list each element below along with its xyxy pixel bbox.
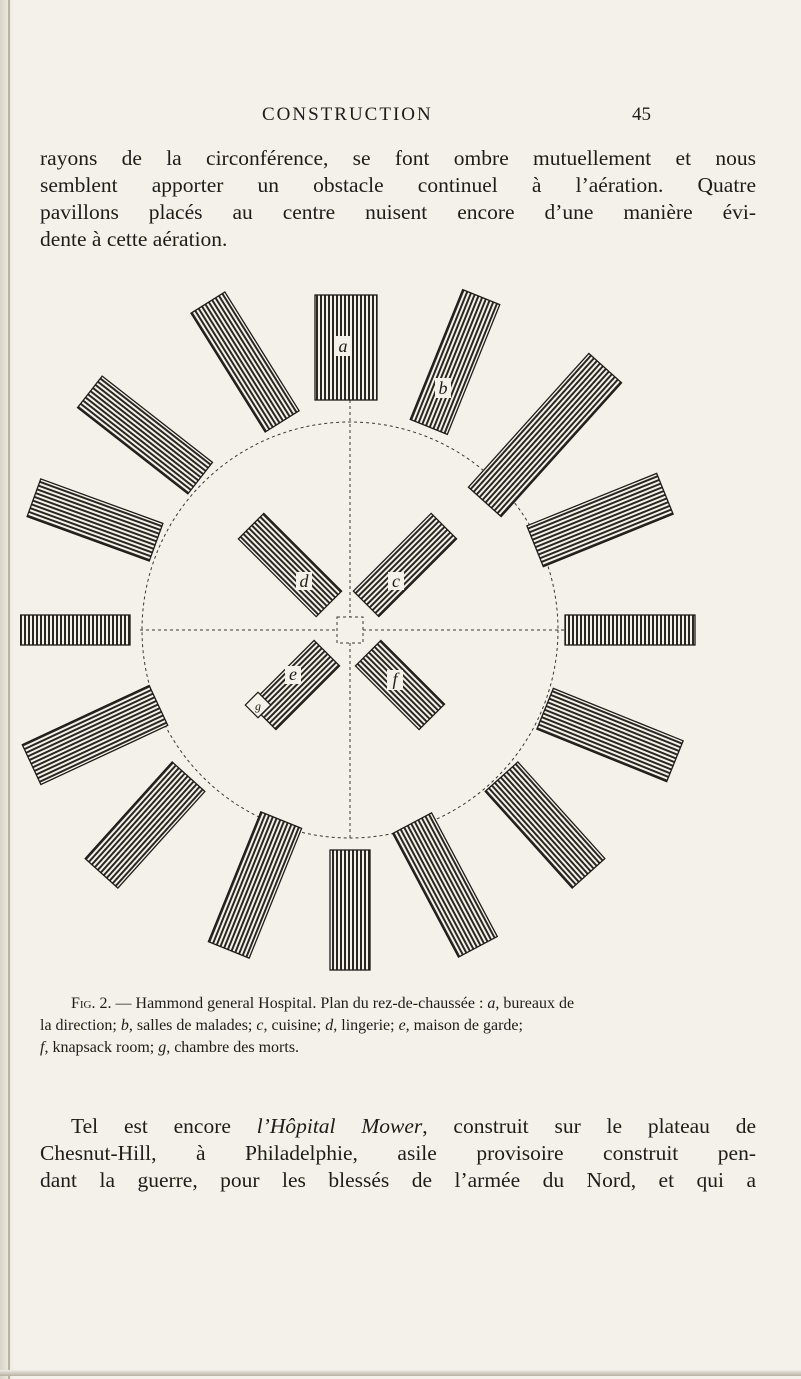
caption-line-2-start: la direction;	[40, 1017, 121, 1034]
paragraph-2-line-1-after: , construit sur le plateau de	[422, 1114, 756, 1138]
page-binding-edge	[0, 0, 14, 1379]
caption-c-letter: c	[256, 1017, 264, 1034]
pavilion-west	[20, 615, 130, 645]
paragraph-1-line-1: rayons de la circonférence, se font ombre mutuellement et nous	[40, 146, 756, 170]
paragraph-2-line-1-before: Tel est encore	[71, 1114, 257, 1138]
paragraph-1	[40, 145, 756, 253]
page-binding-line	[8, 0, 10, 1379]
pavilion-ne	[468, 353, 621, 516]
label-g: g	[255, 699, 261, 713]
paragraph-2-line-1	[40, 1113, 756, 1140]
pavilion-nnw	[191, 292, 299, 432]
running-title: CONSTRUCTION	[262, 104, 433, 125]
pavilion-sse	[393, 813, 498, 957]
caption-fig-label: Fig. 2.	[71, 995, 112, 1012]
central-crossing	[337, 617, 363, 643]
outer-pavilions	[20, 290, 695, 970]
caption-line-2	[40, 1015, 756, 1037]
label-d: d	[299, 571, 309, 591]
paragraph-2-line-3: dant la guerre, pour les blessés de l’armée du Nord, et qui a	[40, 1168, 756, 1192]
paragraph-1-line-3: pavillons placés au centre nuisent encore d’une manière évi-	[40, 200, 756, 224]
paragraph-1-line-2: semblent apporter un obstacle continuel à l’aération. Quatre	[40, 173, 756, 197]
hospital-plan-figure	[20, 280, 720, 980]
caption-g-text: , chambre des morts.	[166, 1039, 300, 1056]
caption-a-text: , bureaux de	[495, 995, 575, 1012]
label-a: a	[338, 336, 348, 356]
pavilion-wnw	[27, 479, 163, 561]
pavilion-ssw	[208, 812, 301, 958]
caption-f-text: , knapsack room;	[44, 1039, 159, 1056]
figure-caption	[40, 993, 756, 1059]
label-e: e	[289, 664, 297, 684]
caption-c-text: , cuisine;	[263, 1017, 326, 1034]
caption-e-text: , maison de garde;	[405, 1017, 523, 1034]
caption-f-letter: f	[40, 1039, 45, 1056]
running-head	[0, 104, 801, 134]
pavilion-b	[410, 290, 500, 435]
paragraph-2	[40, 1113, 756, 1194]
central-pavilions	[238, 513, 456, 729]
paragraph-2-line-2: Chesnut-Hill, à Philadelphie, asile provisoire construit pen-	[40, 1141, 756, 1165]
pavilion-ene	[527, 473, 673, 566]
caption-d-letter: d	[325, 1017, 334, 1034]
pavilion-wsw	[22, 685, 167, 784]
pavilion-se	[485, 762, 605, 888]
page-bottom-edge	[0, 1370, 801, 1376]
caption-d-text: , lingerie;	[333, 1017, 399, 1034]
label-c: c	[392, 571, 400, 591]
pavilion-south	[330, 850, 370, 970]
hospital-name: l’Hôpital Mower	[256, 1114, 423, 1138]
label-f: f	[392, 669, 398, 689]
pavilion-sw	[85, 762, 205, 888]
caption-e-letter: e	[398, 1017, 406, 1034]
label-b: b	[438, 378, 448, 398]
caption-b-text: , salles de malades;	[128, 1017, 257, 1034]
pavilion-east	[565, 615, 695, 645]
paragraph-1-line-4: dente à cette aération.	[40, 227, 228, 251]
pavilion-c	[353, 513, 456, 616]
pavilion-nw	[78, 376, 213, 494]
page-number: 45	[632, 104, 651, 125]
caption-title: — Hammond general Hospital. Plan du rez-de-chaussée :	[111, 995, 488, 1012]
caption-line-3	[40, 1037, 756, 1059]
caption-b-letter: b	[120, 1017, 129, 1034]
pavilion-d	[238, 513, 341, 616]
caption-a-letter: a	[487, 995, 496, 1012]
caption-line-1	[40, 993, 756, 1015]
pavilion-e	[250, 640, 339, 729]
caption-g-letter: g	[158, 1039, 167, 1056]
pavilion-ese	[537, 688, 683, 781]
